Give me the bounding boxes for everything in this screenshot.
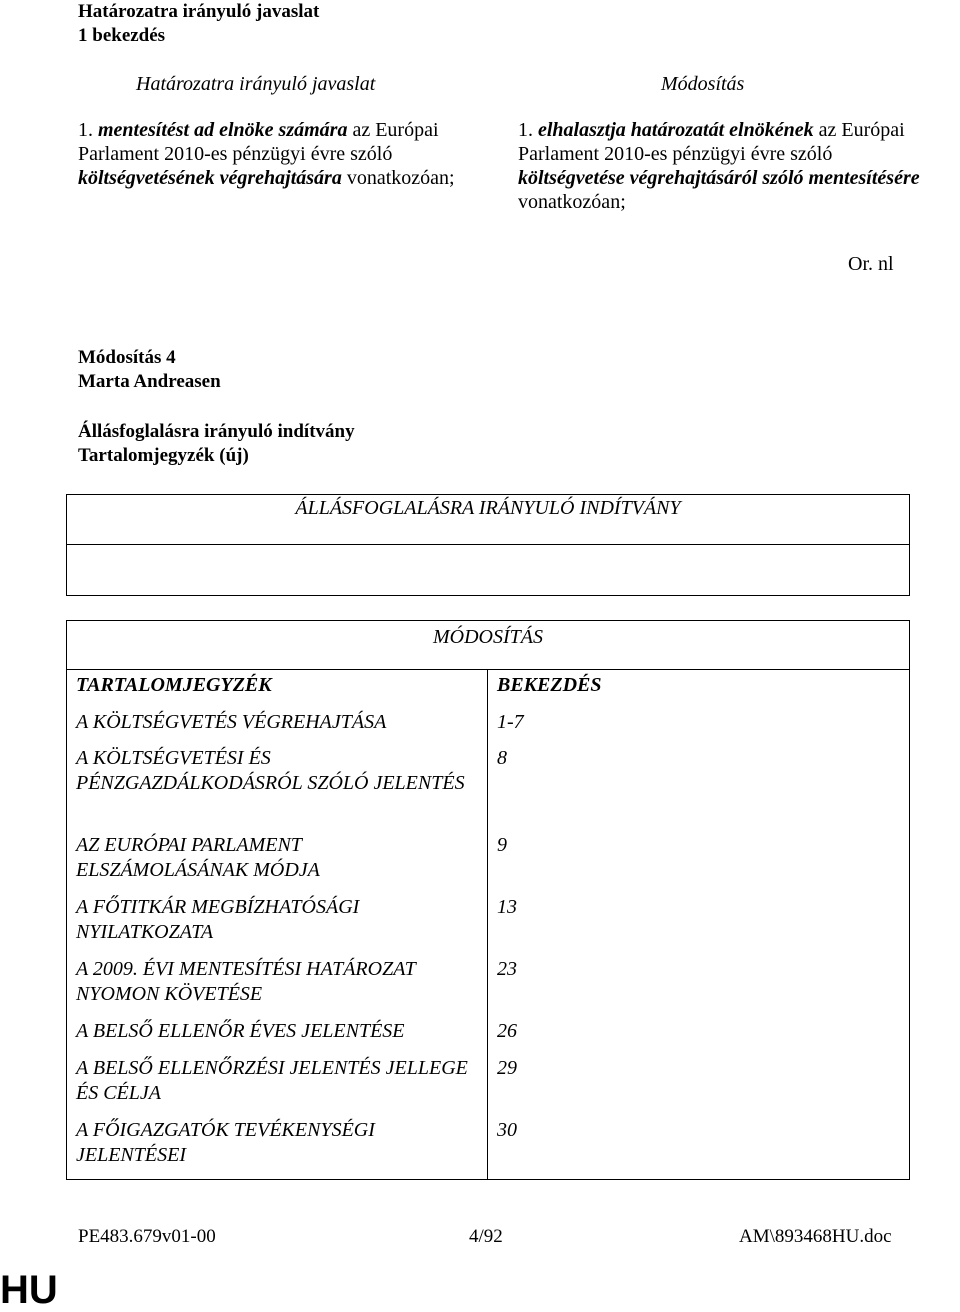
amendment-table bbox=[66, 620, 910, 1180]
original-text bbox=[78, 118, 498, 190]
column-divider bbox=[487, 669, 488, 1179]
row-para: 29 bbox=[497, 1057, 517, 1079]
amendment-number: Módosítás 4 bbox=[78, 347, 176, 368]
document-header bbox=[78, 0, 319, 48]
language-code: HU bbox=[0, 1268, 58, 1312]
row-title: A FŐTITKÁR MEGBÍZHATÓSÁGI NYILATKOZATA bbox=[76, 896, 360, 943]
amended-text bbox=[518, 118, 938, 214]
table-head-title: MÓDOSÍTÁS bbox=[433, 626, 543, 648]
motion-box bbox=[66, 494, 910, 596]
row-para: 26 bbox=[497, 1020, 517, 1042]
motion-block bbox=[78, 420, 355, 468]
text-run: elhalasztja határozatát elnökének bbox=[538, 119, 814, 141]
col1-header: TARTALOMJEGYZÉK bbox=[76, 674, 272, 696]
text-run: vonatkozóan; bbox=[518, 191, 626, 213]
right-column-heading: Módosítás bbox=[661, 73, 745, 95]
table-head bbox=[67, 621, 909, 670]
row-para: 23 bbox=[497, 958, 517, 980]
row-para: 30 bbox=[497, 1119, 517, 1141]
text-run: mentesítést ad elnöke számára bbox=[98, 119, 348, 141]
header-title: Határozatra irányuló javaslat bbox=[78, 1, 320, 22]
row-para: 8 bbox=[497, 747, 507, 769]
row-para: 13 bbox=[497, 896, 517, 918]
row-title: A BELSŐ ELLENŐR ÉVES JELENTÉSE bbox=[76, 1020, 405, 1042]
row-title: A KÖLTSÉGVETÉSI ÉS PÉNZGAZDÁLKODÁSRÓL SZÓLÓ JELENTÉS bbox=[76, 747, 465, 794]
text-run: költségvetésének végrehajtására bbox=[78, 167, 342, 189]
row-title: A FŐIGAZGATÓK TEVÉKENYSÉGI JELENTÉSEI bbox=[76, 1119, 375, 1166]
divider bbox=[67, 544, 909, 545]
text-run: 1. bbox=[78, 119, 98, 141]
page-number: 4/92 bbox=[469, 1226, 503, 1247]
amendment-block bbox=[78, 346, 221, 394]
row-title: A BELSŐ ELLENŐRZÉSI JELENTÉS JELLEGE ÉS CÉLJA bbox=[76, 1057, 468, 1104]
col2-header: BEKEZDÉS bbox=[497, 674, 602, 696]
row-title: A KÖLTSÉGVETÉS VÉGREHAJTÁSA bbox=[76, 711, 387, 733]
text-run: 1. bbox=[518, 119, 538, 141]
text-run: az Európai Parlament 2010-es pénzügyi évre szóló bbox=[78, 119, 439, 165]
header-paragraph: 1 bekezdés bbox=[78, 25, 166, 46]
original-language: Or. nl bbox=[848, 253, 894, 275]
row-para: 9 bbox=[497, 834, 507, 856]
motion-box-title: ÁLLÁSFOGLALÁSRA IRÁNYULÓ INDÍTVÁNY bbox=[295, 497, 681, 519]
row-para: 1-7 bbox=[497, 711, 524, 733]
row-title: A 2009. ÉVI MENTESÍTÉSI HATÁROZAT NYOMON KÖVETÉSE bbox=[76, 958, 416, 1005]
row-title: AZ EURÓPAI PARLAMENT ELSZÁMOLÁSÁNAK MÓDJA bbox=[76, 834, 320, 881]
text-run: az Európai Parlament 2010-es pénzügyi évre szóló bbox=[518, 119, 905, 165]
text-run: költségvetése végrehajtásáról szóló mentesítésére bbox=[518, 167, 920, 189]
file-name: AM\893468HU.doc bbox=[739, 1226, 892, 1247]
motion-type: Állásfoglalásra irányuló indítvány bbox=[78, 421, 355, 442]
amendment-author: Marta Andreasen bbox=[78, 371, 221, 392]
text-run: vonatkozóan; bbox=[341, 167, 455, 189]
document-reference: PE483.679v01-00 bbox=[78, 1226, 216, 1247]
left-column-heading: Határozatra irányuló javaslat bbox=[136, 73, 376, 95]
motion-section: Tartalomjegyzék (új) bbox=[78, 445, 249, 466]
